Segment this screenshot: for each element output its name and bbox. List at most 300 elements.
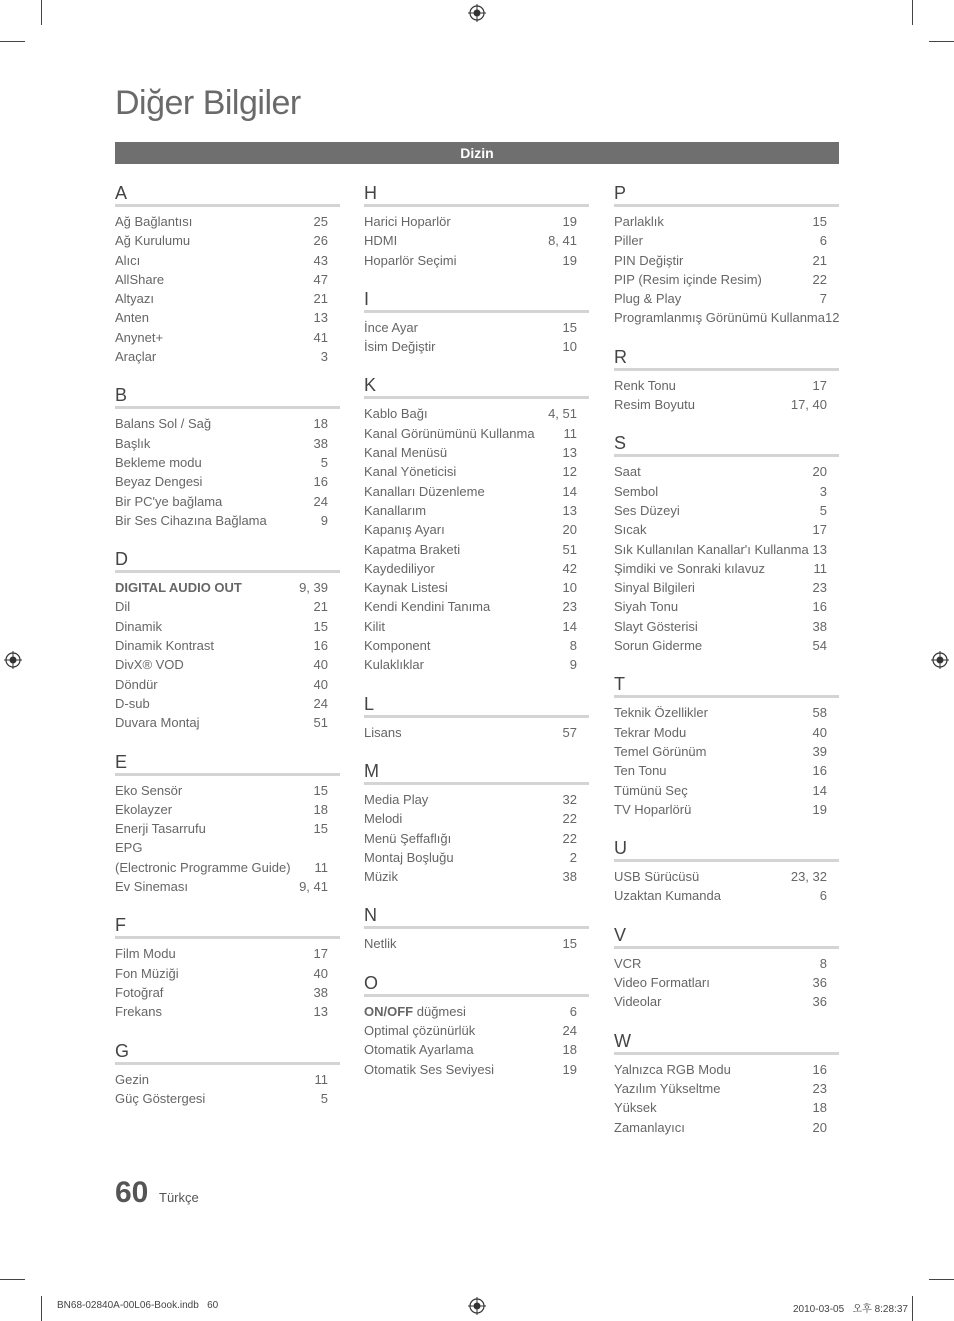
index-entry xyxy=(364,867,589,886)
index-entry xyxy=(115,347,340,366)
index-entry xyxy=(115,492,340,511)
section-banner: Dizin xyxy=(115,142,839,164)
entry-pages: 8, 41 xyxy=(548,233,577,249)
index-entry xyxy=(115,251,340,270)
index-entry xyxy=(364,501,589,520)
index-section xyxy=(364,182,589,270)
index-entry xyxy=(614,742,839,761)
entry-pages: 13 xyxy=(562,502,577,518)
section-letter: A xyxy=(115,182,340,207)
entry-term: Kanal Görünümünü Kullanma xyxy=(364,425,535,441)
index-section xyxy=(614,673,839,819)
section-letter: K xyxy=(364,374,589,399)
section-letter: F xyxy=(115,914,340,939)
registration-mark-icon xyxy=(468,1297,486,1315)
index-section xyxy=(614,182,839,328)
entry-term: Plug & Play xyxy=(614,291,682,307)
entry-term: Melodi xyxy=(364,811,403,827)
index-entry xyxy=(614,723,839,742)
entry-term: Ten Tonu xyxy=(614,763,667,779)
index-entry xyxy=(614,1098,839,1117)
index-entry xyxy=(614,270,839,289)
entry-pages: 51 xyxy=(313,715,328,731)
entry-pages: 51 xyxy=(562,541,577,557)
entry-term: Fotoğraf xyxy=(115,984,164,1000)
crop-mark xyxy=(929,41,954,42)
index-entry xyxy=(614,703,839,722)
index-entry xyxy=(614,992,839,1011)
registration-mark-icon xyxy=(468,4,486,22)
crop-mark xyxy=(41,0,42,25)
entry-pages: 11 xyxy=(813,560,827,576)
index-entry xyxy=(364,404,589,423)
index-section xyxy=(364,972,589,1079)
entry-term: Kapanış Ayarı xyxy=(364,522,445,538)
entry-pages: 11 xyxy=(563,425,577,441)
index-entry xyxy=(115,694,340,713)
index-entry xyxy=(614,462,839,481)
page-language: Türkçe xyxy=(159,1190,199,1205)
entry-pages: 20 xyxy=(562,522,577,538)
entry-term: Harici Hoparlör xyxy=(364,214,451,229)
entry-pages: 9, 39 xyxy=(299,580,328,596)
index-entry xyxy=(364,934,589,953)
index-entry xyxy=(115,1002,340,1021)
entry-term: VCR xyxy=(614,955,642,971)
index-entry xyxy=(614,520,839,539)
entry-pages: 19 xyxy=(562,252,577,268)
entry-pages: 38 xyxy=(313,984,328,1000)
crop-mark xyxy=(912,0,913,25)
section-letter: R xyxy=(614,346,839,371)
entry-term: Programlanmış Görünümü Kullanma xyxy=(614,310,825,326)
entry-term: İnce Ayar xyxy=(364,319,418,335)
section-letter: B xyxy=(115,384,340,409)
crop-mark xyxy=(0,41,25,42)
index-entry xyxy=(115,511,340,530)
entry-term: Araçlar xyxy=(115,349,157,365)
entry-pages: 25 xyxy=(313,214,328,229)
entry-pages: 16 xyxy=(812,599,827,615)
entry-term: EPG xyxy=(115,840,143,856)
entry-term: Ses Düzeyi xyxy=(614,502,680,518)
entry-term: Ev Sineması xyxy=(115,879,188,895)
entry-term: Kanalları Düzenleme xyxy=(364,483,485,499)
index-entry xyxy=(115,434,340,453)
entry-term: Sinyal Bilgileri xyxy=(614,580,695,596)
entry-pages: 5 xyxy=(320,454,328,470)
entry-pages: 24 xyxy=(562,1023,577,1039)
entry-pages: 10 xyxy=(562,339,577,355)
entry-pages: 16 xyxy=(812,763,827,779)
entry-term: Tümünü Seç xyxy=(614,782,688,798)
index-entry xyxy=(614,578,839,597)
entry-pages: 15 xyxy=(313,821,328,837)
index-entry xyxy=(115,617,340,636)
index-entry xyxy=(614,212,839,231)
index-entry xyxy=(115,944,340,963)
entry-pages: 16 xyxy=(313,638,328,654)
entry-pages: 40 xyxy=(812,724,827,740)
index-column-3 xyxy=(614,182,839,1155)
entry-term: Dinamik Kontrast xyxy=(115,638,214,654)
entry-term: Kaynak Listesi xyxy=(364,580,448,596)
entry-term: Anynet+ xyxy=(115,329,164,345)
entry-pages: 39 xyxy=(812,743,827,759)
section-letter: M xyxy=(364,760,589,785)
entry-term: Media Play xyxy=(364,791,429,807)
entry-pages: 23, 32 xyxy=(790,869,827,885)
entry-term: Döndür xyxy=(115,676,158,692)
page-number: 60 xyxy=(115,1176,149,1209)
entry-term: Dinamik xyxy=(115,618,162,634)
entry-pages: 13 xyxy=(562,445,577,461)
section-letter: L xyxy=(364,693,589,718)
index-entry xyxy=(115,453,340,472)
entry-term: AllShare xyxy=(115,271,165,287)
index-entry xyxy=(364,597,589,616)
entry-term: TV Hoparlörü xyxy=(614,801,692,817)
entry-term: Fon Müziği xyxy=(115,965,179,981)
entry-term: Bekleme modu xyxy=(115,454,202,470)
entry-term: Otomatik Ses Seviyesi xyxy=(364,1061,495,1077)
entry-term: Menü Şeffaflığı xyxy=(364,830,452,846)
index-entry xyxy=(115,308,340,327)
index-entry xyxy=(614,973,839,992)
index-section xyxy=(115,182,340,366)
entry-pages: 17, 40 xyxy=(790,397,827,413)
entry-term: Piller xyxy=(614,233,643,249)
entry-term: D-sub xyxy=(115,695,150,711)
index-entry xyxy=(614,540,839,559)
index-entry xyxy=(364,1002,589,1021)
entry-term: Sık Kullanılan Kanallar'ı Kullanma xyxy=(614,541,809,557)
index-section xyxy=(364,904,589,953)
entry-pages: 15 xyxy=(562,936,577,952)
entry-pages: 6 xyxy=(569,1003,577,1019)
index-entry xyxy=(115,270,340,289)
index-entry xyxy=(364,655,589,674)
index-entry xyxy=(364,829,589,848)
entry-term: Zamanlayıcı xyxy=(614,1119,685,1135)
entry-term: Müzik xyxy=(364,869,398,885)
entry-pages: 57 xyxy=(562,724,577,740)
entry-term: Altyazı xyxy=(115,291,155,307)
entry-term: Şimdiki ve Sonraki kılavuz xyxy=(614,560,765,576)
index-section xyxy=(614,432,839,655)
index-section xyxy=(364,693,589,742)
entry-pages: 3 xyxy=(320,349,328,365)
entry-pages: 38 xyxy=(562,869,577,885)
entry-pages: 18 xyxy=(562,1042,577,1058)
index-entry xyxy=(364,1021,589,1040)
entry-term: PIP (Resim içinde Resim) xyxy=(614,271,762,287)
index-entry xyxy=(614,1118,839,1137)
entry-term: Film Modu xyxy=(115,946,176,962)
entry-term: Eko Sensör xyxy=(115,782,183,798)
section-letter: V xyxy=(614,924,839,949)
index-entry xyxy=(364,723,589,742)
print-footer-timestamp: 2010-03-05 오후 8:28:37 xyxy=(793,1304,908,1315)
index-column-1 xyxy=(115,182,340,1126)
index-entry xyxy=(614,597,839,616)
entry-term: Dil xyxy=(115,599,131,615)
index-entry xyxy=(364,231,589,250)
entry-term: İsim Değiştir xyxy=(364,339,436,355)
index-entry xyxy=(115,675,340,694)
entry-term: Beyaz Dengesi xyxy=(115,474,203,490)
entry-term: Alıcı xyxy=(115,252,141,268)
index-section xyxy=(614,1030,839,1137)
index-entry xyxy=(614,886,839,905)
section-letter: N xyxy=(364,904,589,929)
entry-pages: 15 xyxy=(562,319,577,335)
entry-pages: 8 xyxy=(819,955,827,971)
index-entry xyxy=(364,848,589,867)
index-entry xyxy=(115,983,340,1002)
entry-pages: 15 xyxy=(313,782,328,798)
crop-mark xyxy=(0,1279,25,1280)
index-entry xyxy=(115,1089,340,1108)
entry-pages: 38 xyxy=(812,618,827,634)
index-entry xyxy=(614,308,839,327)
entry-pages: 13 xyxy=(313,310,328,326)
index-section xyxy=(115,1040,340,1109)
entry-term: Bir Ses Cihazına Bağlama xyxy=(115,512,267,528)
index-entry xyxy=(364,337,589,356)
entry-pages: 14 xyxy=(562,483,577,499)
entry-pages: 20 xyxy=(812,1119,827,1135)
entry-pages: 32 xyxy=(562,791,577,807)
entry-pages: 41 xyxy=(313,329,328,345)
index-section xyxy=(614,837,839,906)
index-section xyxy=(364,760,589,886)
entry-pages: 17 xyxy=(812,522,827,538)
entry-pages: 22 xyxy=(812,271,827,287)
index-entry xyxy=(364,443,589,462)
entry-term: Optimal çözünürlük xyxy=(364,1023,476,1039)
entry-pages: 23 xyxy=(812,580,827,596)
index-entry xyxy=(115,636,340,655)
entry-term: Resim Boyutu xyxy=(614,397,695,413)
index-section xyxy=(115,751,340,897)
index-entry xyxy=(614,231,839,250)
registration-mark-icon xyxy=(4,651,22,669)
entry-term: Montaj Boşluğu xyxy=(364,849,454,865)
entry-pages: 36 xyxy=(812,975,827,991)
crop-mark xyxy=(912,1296,913,1321)
index-entry xyxy=(364,809,589,828)
section-letter: H xyxy=(364,182,589,207)
index-section xyxy=(115,384,340,530)
entry-pages: 15 xyxy=(313,618,328,634)
entry-pages: 13 xyxy=(812,541,827,557)
entry-term: DivX® VOD xyxy=(115,657,184,673)
registration-mark-icon xyxy=(931,651,949,669)
index-entry xyxy=(364,636,589,655)
index-entry xyxy=(115,655,340,674)
entry-term: Kilit xyxy=(364,618,385,634)
entry-term-text: DIGITAL AUDIO OUT xyxy=(115,580,242,596)
index-entry xyxy=(614,395,839,414)
entry-term: Siyah Tonu xyxy=(614,599,679,615)
index-entry xyxy=(115,838,340,857)
index-entry xyxy=(614,636,839,655)
index-entry xyxy=(614,251,839,270)
index-entry xyxy=(614,289,839,308)
entry-term: Sembol xyxy=(614,483,659,499)
index-entry xyxy=(614,376,839,395)
index-entry xyxy=(614,781,839,800)
entry-pages: 36 xyxy=(812,994,827,1010)
entry-term: Kapatma Braketi xyxy=(364,541,461,557)
entry-term: Kulaklıklar xyxy=(364,657,424,673)
entry-pages: 23 xyxy=(562,599,577,615)
entry-pages: 5 xyxy=(819,502,827,518)
entry-pages: 2 xyxy=(569,849,577,865)
index-column-2 xyxy=(364,182,589,1097)
index-entry xyxy=(115,578,340,597)
entry-pages: 11 xyxy=(314,859,328,875)
entry-pages: 11 xyxy=(314,1071,328,1087)
entry-pages: 21 xyxy=(812,252,827,268)
entry-pages: 26 xyxy=(313,233,328,249)
index-entry xyxy=(614,559,839,578)
entry-pages: 5 xyxy=(320,1090,328,1106)
entry-pages: 16 xyxy=(812,1061,827,1077)
entry-pages: 20 xyxy=(812,464,827,480)
index-entry xyxy=(115,877,340,896)
section-letter: S xyxy=(614,432,839,457)
index-entry xyxy=(614,954,839,973)
entry-pages: 22 xyxy=(562,830,577,846)
index-section xyxy=(364,288,589,357)
index-entry xyxy=(115,414,340,433)
entry-term: Otomatik Ayarlama xyxy=(364,1042,474,1058)
entry-pages: 9 xyxy=(569,657,577,673)
entry-term: Kablo Bağı xyxy=(364,406,428,422)
entry-pages: 47 xyxy=(313,271,328,287)
entry-term: Frekans xyxy=(115,1004,162,1020)
entry-pages: 19 xyxy=(562,214,577,229)
index-entry xyxy=(115,781,340,800)
index-entry xyxy=(115,800,340,819)
entry-term: Yüksek xyxy=(614,1100,657,1116)
entry-term: Ekolayzer xyxy=(115,801,173,817)
entry-term: Komponent xyxy=(364,638,431,654)
entry-term: Tekrar Modu xyxy=(614,724,687,740)
entry-pages: 22 xyxy=(562,811,577,827)
entry-term: Sıcak xyxy=(614,522,647,538)
index-entry xyxy=(364,617,589,636)
entry-pages: 16 xyxy=(313,474,328,490)
index-entry xyxy=(364,251,589,270)
entry-pages: 40 xyxy=(313,657,328,673)
index-entry xyxy=(614,1079,839,1098)
entry-term: Balans Sol / Sağ xyxy=(115,416,212,432)
entry-pages: 21 xyxy=(313,599,328,615)
section-letter: P xyxy=(614,182,839,207)
entry-pages: 13 xyxy=(313,1004,328,1020)
crop-mark xyxy=(929,1279,954,1280)
index-entry xyxy=(115,819,340,838)
entry-pages: 19 xyxy=(812,801,827,817)
entry-pages: 14 xyxy=(562,618,577,634)
entry-term: USB Sürücüsü xyxy=(614,869,700,885)
entry-term: Hoparlör Seçimi xyxy=(364,252,457,268)
entry-term: Netlik xyxy=(364,936,397,952)
entry-pages: 7 xyxy=(819,291,827,307)
entry-pages: 19 xyxy=(562,1061,577,1077)
index-entry xyxy=(364,482,589,501)
section-letter: T xyxy=(614,673,839,698)
index-entry xyxy=(364,578,589,597)
entry-term xyxy=(115,578,242,597)
entry-pages: 18 xyxy=(313,801,328,817)
entry-pages: 9, 41 xyxy=(299,879,328,895)
entry-term: Slayt Gösterisi xyxy=(614,618,698,634)
entry-term: Videolar xyxy=(614,994,662,1010)
entry-pages: 17 xyxy=(812,377,827,393)
entry-pages: 6 xyxy=(819,888,827,904)
entry-term xyxy=(364,1002,466,1021)
section-letter: O xyxy=(364,972,589,997)
index-entry xyxy=(364,559,589,578)
section-letter: U xyxy=(614,837,839,862)
entry-pages: 24 xyxy=(313,493,328,509)
entry-pages: 38 xyxy=(313,435,328,451)
index-entry xyxy=(115,212,340,231)
section-letter: D xyxy=(115,548,340,573)
entry-pages: 18 xyxy=(313,416,328,432)
entry-term-prefix: ON/OFF xyxy=(364,1003,414,1019)
entry-pages: 18 xyxy=(812,1100,827,1116)
section-letter: W xyxy=(614,1030,839,1055)
entry-pages: 43 xyxy=(313,252,328,268)
section-letter: I xyxy=(364,288,589,313)
entry-term: Ağ Bağlantısı xyxy=(115,214,193,229)
entry-term: Renk Tonu xyxy=(614,377,676,393)
entry-term: Parlaklık xyxy=(614,214,664,229)
entry-term-text: düğmesi xyxy=(416,1003,466,1019)
entry-pages: 15 xyxy=(812,214,827,229)
index-entry xyxy=(115,597,340,616)
index-entry xyxy=(364,520,589,539)
entry-pages: 40 xyxy=(313,965,328,981)
index-section xyxy=(364,374,589,674)
index-section xyxy=(614,924,839,1012)
index-entry xyxy=(115,472,340,491)
index-entry xyxy=(614,761,839,780)
index-section xyxy=(115,548,340,732)
entry-pages: 12 xyxy=(562,464,577,480)
entry-term: Uzaktan Kumanda xyxy=(614,888,721,904)
entry-term: Kanal Menüsü xyxy=(364,445,448,461)
entry-pages: 14 xyxy=(812,782,827,798)
index-entry xyxy=(364,212,589,231)
entry-term: Yazılım Yükseltme xyxy=(614,1080,721,1096)
entry-term: (Electronic Programme Guide) xyxy=(115,859,291,875)
index-entry xyxy=(364,318,589,337)
index-entry xyxy=(115,289,340,308)
entry-pages: 24 xyxy=(313,695,328,711)
entry-term: Lisans xyxy=(364,724,402,740)
entry-pages: 4, 51 xyxy=(548,406,577,422)
entry-term: Video Formatları xyxy=(614,975,710,991)
index-entry xyxy=(115,231,340,250)
print-footer-file: BN68-02840A-00L06-Book.indb 60 xyxy=(57,1300,219,1311)
entry-term: Ağ Kurulumu xyxy=(115,233,191,249)
